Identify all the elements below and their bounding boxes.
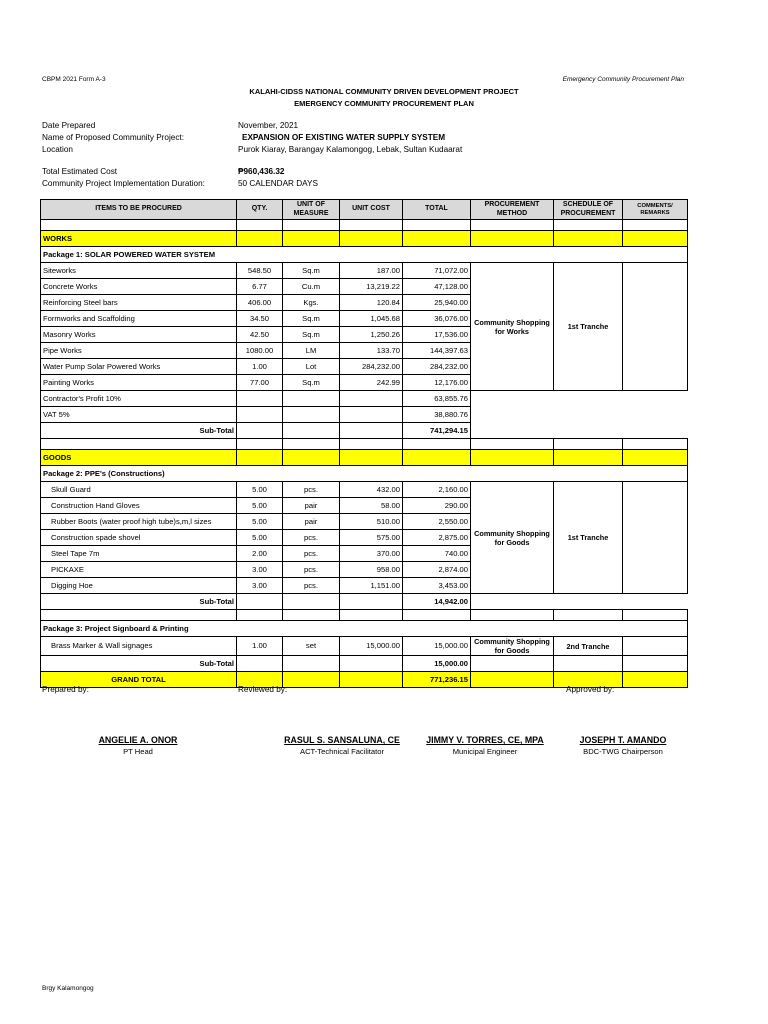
item-unit-cost: 120.84 <box>340 295 403 311</box>
signatory-name: JIMMY V. TORRES, CE, MPA <box>426 735 544 745</box>
form-code: CBPM 2021 Form A-3 <box>42 76 106 83</box>
item-name: Masonry Works <box>41 327 237 343</box>
item-unit: pcs. <box>283 578 340 594</box>
duration-label: Community Project Implementation Duration: <box>42 179 205 188</box>
subtotal-row <box>41 656 688 672</box>
reviewed-by-label: Reviewed by: <box>238 685 288 694</box>
procurement-schedule: 2nd Tranche <box>554 637 623 656</box>
item-qty: 2.00 <box>237 546 283 562</box>
item-unit-cost: 15,000.00 <box>340 637 403 656</box>
subtotal-label: Sub-Total <box>41 656 237 672</box>
table-header-row <box>41 200 688 220</box>
item-total: 144,397.63 <box>403 343 471 359</box>
item-name: Construction Hand Gloves <box>41 498 237 514</box>
item-qty: 42.50 <box>237 327 283 343</box>
item-unit: pcs. <box>283 530 340 546</box>
project-value: EXPANSION OF EXISTING WATER SUPPLY SYSTEM <box>242 133 446 142</box>
item-name: Reinforcing Steel bars <box>41 295 237 311</box>
item-unit-cost: 133.70 <box>340 343 403 359</box>
item-total: 2,875.00 <box>403 530 471 546</box>
package-label: Package 3: Project Signboard & Printing <box>41 621 688 637</box>
item-name: PICKAXE <box>41 562 237 578</box>
item-unit-cost: 432.00 <box>340 482 403 498</box>
grand-total-value: 771,236.15 <box>403 672 471 688</box>
project-label: Name of Proposed Community Project: <box>42 133 184 142</box>
document-subtitle: EMERGENCY COMMUNITY PROCUREMENT PLAN <box>294 99 474 108</box>
item-unit-cost: 575.00 <box>340 530 403 546</box>
item-total: 36,076.00 <box>403 311 471 327</box>
spacer-row <box>41 439 688 450</box>
item-unit: set <box>283 637 340 656</box>
header-unit: UNIT OF MEASURE <box>283 200 340 220</box>
item-unit-cost: 1,250.26 <box>340 327 403 343</box>
item-total: 38,880.76 <box>403 407 471 423</box>
subtotal-label: Sub-Total <box>41 594 237 610</box>
signatory-name: RASUL S. SANSALUNA, CE <box>284 735 400 745</box>
section-row-works <box>41 231 688 247</box>
package-row <box>41 621 688 637</box>
item-qty: 548.50 <box>237 263 283 279</box>
header-method: PROCUREMENT METHOD <box>471 200 554 220</box>
item-unit: pair <box>283 498 340 514</box>
item-qty: 3.00 <box>237 578 283 594</box>
approved-by-label: Approved by: <box>566 685 615 694</box>
item-qty: 1080.00 <box>237 343 283 359</box>
procurement-table <box>40 199 688 688</box>
subtotal-label: Sub-Total <box>41 423 237 439</box>
signatory-role: PT Head <box>123 747 153 756</box>
signatory-role: ACT-Technical Facilitator <box>300 747 384 756</box>
item-qty: 6.77 <box>237 279 283 295</box>
item-total: 63,855.76 <box>403 391 471 407</box>
procurement-method: Community Shopping for Works <box>471 263 554 391</box>
item-unit: Sq.m <box>283 327 340 343</box>
goods-items <box>41 482 688 594</box>
page-footer: Brgy Kalamongog <box>42 985 94 992</box>
signatory-name: ANGELIE A. ONOR <box>98 735 178 745</box>
header-qty: QTY. <box>237 200 283 220</box>
item-total: 2,874.00 <box>403 562 471 578</box>
item-name: Brass Marker & Wall signages <box>41 637 237 656</box>
procurement-method: Community Shopping for Goods <box>471 482 554 594</box>
item-total: 25,940.00 <box>403 295 471 311</box>
item-unit: LM <box>283 343 340 359</box>
item-unit: pcs. <box>283 546 340 562</box>
cost-value: ₱960,436.32 <box>238 167 285 176</box>
item-total: 740.00 <box>403 546 471 562</box>
item-unit: Sq.m <box>283 263 340 279</box>
header-total: TOTAL <box>403 200 471 220</box>
item-total: 47,128.00 <box>403 279 471 295</box>
item-qty: 5.00 <box>237 498 283 514</box>
item-unit-cost: 13,219.22 <box>340 279 403 295</box>
signatory-name: JOSEPH T. AMANDO <box>579 735 667 745</box>
item-total: 2,160.00 <box>403 482 471 498</box>
item-qty: 1.00 <box>237 359 283 375</box>
spacer-row <box>41 220 688 231</box>
item-name: Digging Hoe <box>41 578 237 594</box>
item-unit-cost: 58.00 <box>340 498 403 514</box>
item-unit: pcs. <box>283 482 340 498</box>
header-right-label: Emergency Community Procurement Plan <box>562 76 684 83</box>
package-row <box>41 466 688 482</box>
duration-value: 50 CALENDAR DAYS <box>238 179 318 188</box>
item-qty: 5.00 <box>237 482 283 498</box>
item-unit-cost: 958.00 <box>340 562 403 578</box>
header-items: ITEMS TO BE PROCURED <box>41 200 237 220</box>
remarks-cell <box>623 482 688 594</box>
table-row <box>41 407 688 423</box>
item-total: 290.00 <box>403 498 471 514</box>
item-unit: Sq.m <box>283 311 340 327</box>
table-row <box>41 391 688 407</box>
section-label: GOODS <box>41 450 237 466</box>
location-value: Purok Kiaray, Barangay Kalamongog, Lebak, Sultan Kudaarat <box>238 145 463 154</box>
date-value: November, 2021 <box>238 121 299 130</box>
prepared-by-label: Prepared by: <box>42 685 89 694</box>
package-label: Package 1: SOLAR POWERED WATER SYSTEM <box>41 247 688 263</box>
item-unit: pair <box>283 514 340 530</box>
subtotal-value: 741,294.15 <box>403 423 471 439</box>
item-total: 15,000.00 <box>403 637 471 656</box>
item-name: Siteworks <box>41 263 237 279</box>
item-unit: Lot <box>283 359 340 375</box>
item-unit-cost: 510.00 <box>340 514 403 530</box>
table-row <box>41 263 688 279</box>
item-name: Concrete Works <box>41 279 237 295</box>
spacer-row <box>41 610 688 621</box>
item-name: Skull Guard <box>41 482 237 498</box>
subtotal-value: 14,942.00 <box>403 594 471 610</box>
subtotal-value: 15,000.00 <box>403 656 471 672</box>
section-label: WORKS <box>41 231 237 247</box>
table-row <box>41 482 688 498</box>
procurement-schedule: 1st Tranche <box>554 263 623 391</box>
header-comments: COMMENTS/ REMARKS <box>623 200 688 220</box>
item-unit: pcs. <box>283 562 340 578</box>
item-qty: 5.00 <box>237 514 283 530</box>
item-unit: Kgs. <box>283 295 340 311</box>
item-name: Water Pump Solar Powered Works <box>41 359 237 375</box>
package-label: Package 2: PPE's (Constructions) <box>41 466 688 482</box>
item-qty: 406.00 <box>237 295 283 311</box>
cost-label: Total Estimated Cost <box>42 167 118 176</box>
item-qty: 34.50 <box>237 311 283 327</box>
remarks-cell <box>623 263 688 391</box>
item-name: Pipe Works <box>41 343 237 359</box>
item-qty: 5.00 <box>237 530 283 546</box>
item-total: 12,176.00 <box>403 375 471 391</box>
item-total: 17,536.00 <box>403 327 471 343</box>
header-schedule: SCHEDULE OF PROCUREMENT <box>554 200 623 220</box>
item-unit-cost: 370.00 <box>340 546 403 562</box>
item-name: Steel Tape 7m <box>41 546 237 562</box>
item-name: Contractor's Profit 10% <box>41 391 237 407</box>
header-unit-cost: UNIT COST <box>340 200 403 220</box>
item-total: 71,072.00 <box>403 263 471 279</box>
item-unit: Sq.m <box>283 375 340 391</box>
item-total: 3,453.00 <box>403 578 471 594</box>
item-unit-cost: 187.00 <box>340 263 403 279</box>
grand-total-label: GRAND TOTAL <box>41 672 237 688</box>
item-unit: Cu.m <box>283 279 340 295</box>
item-unit-cost: 1,151.00 <box>340 578 403 594</box>
works-items <box>41 263 688 391</box>
item-unit-cost: 1,045.68 <box>340 311 403 327</box>
document-title: KALAHI-CIDSS NATIONAL COMMUNITY DRIVEN DEVELOPMENT PROJECT <box>249 87 519 96</box>
package-row <box>41 247 688 263</box>
procurement-schedule: 1st Tranche <box>554 482 623 594</box>
procurement-method: Community Shopping for Goods <box>471 637 554 656</box>
item-total: 284,232.00 <box>403 359 471 375</box>
item-name: Formworks and Scaffolding <box>41 311 237 327</box>
item-qty: 1.00 <box>237 637 283 656</box>
table-row <box>41 637 688 656</box>
item-unit-cost: 242.99 <box>340 375 403 391</box>
subtotal-row <box>41 423 688 439</box>
item-name: Painting Works <box>41 375 237 391</box>
item-qty: 77.00 <box>237 375 283 391</box>
signatory-role: Municipal Engineer <box>452 747 518 756</box>
item-unit-cost: 284,232.00 <box>340 359 403 375</box>
item-qty: 3.00 <box>237 562 283 578</box>
location-label: Location <box>42 145 73 154</box>
date-label: Date Prepared <box>42 121 96 130</box>
subtotal-row <box>41 594 688 610</box>
section-row-goods <box>41 450 688 466</box>
signatory-role: BDC-TWG Chairperson <box>583 747 663 756</box>
item-name: Rubber Boots (water proof high tube)s,m,l sizes <box>41 514 237 530</box>
item-name: Construction spade shovel <box>41 530 237 546</box>
item-total: 2,550.00 <box>403 514 471 530</box>
item-name: VAT 5% <box>41 407 237 423</box>
